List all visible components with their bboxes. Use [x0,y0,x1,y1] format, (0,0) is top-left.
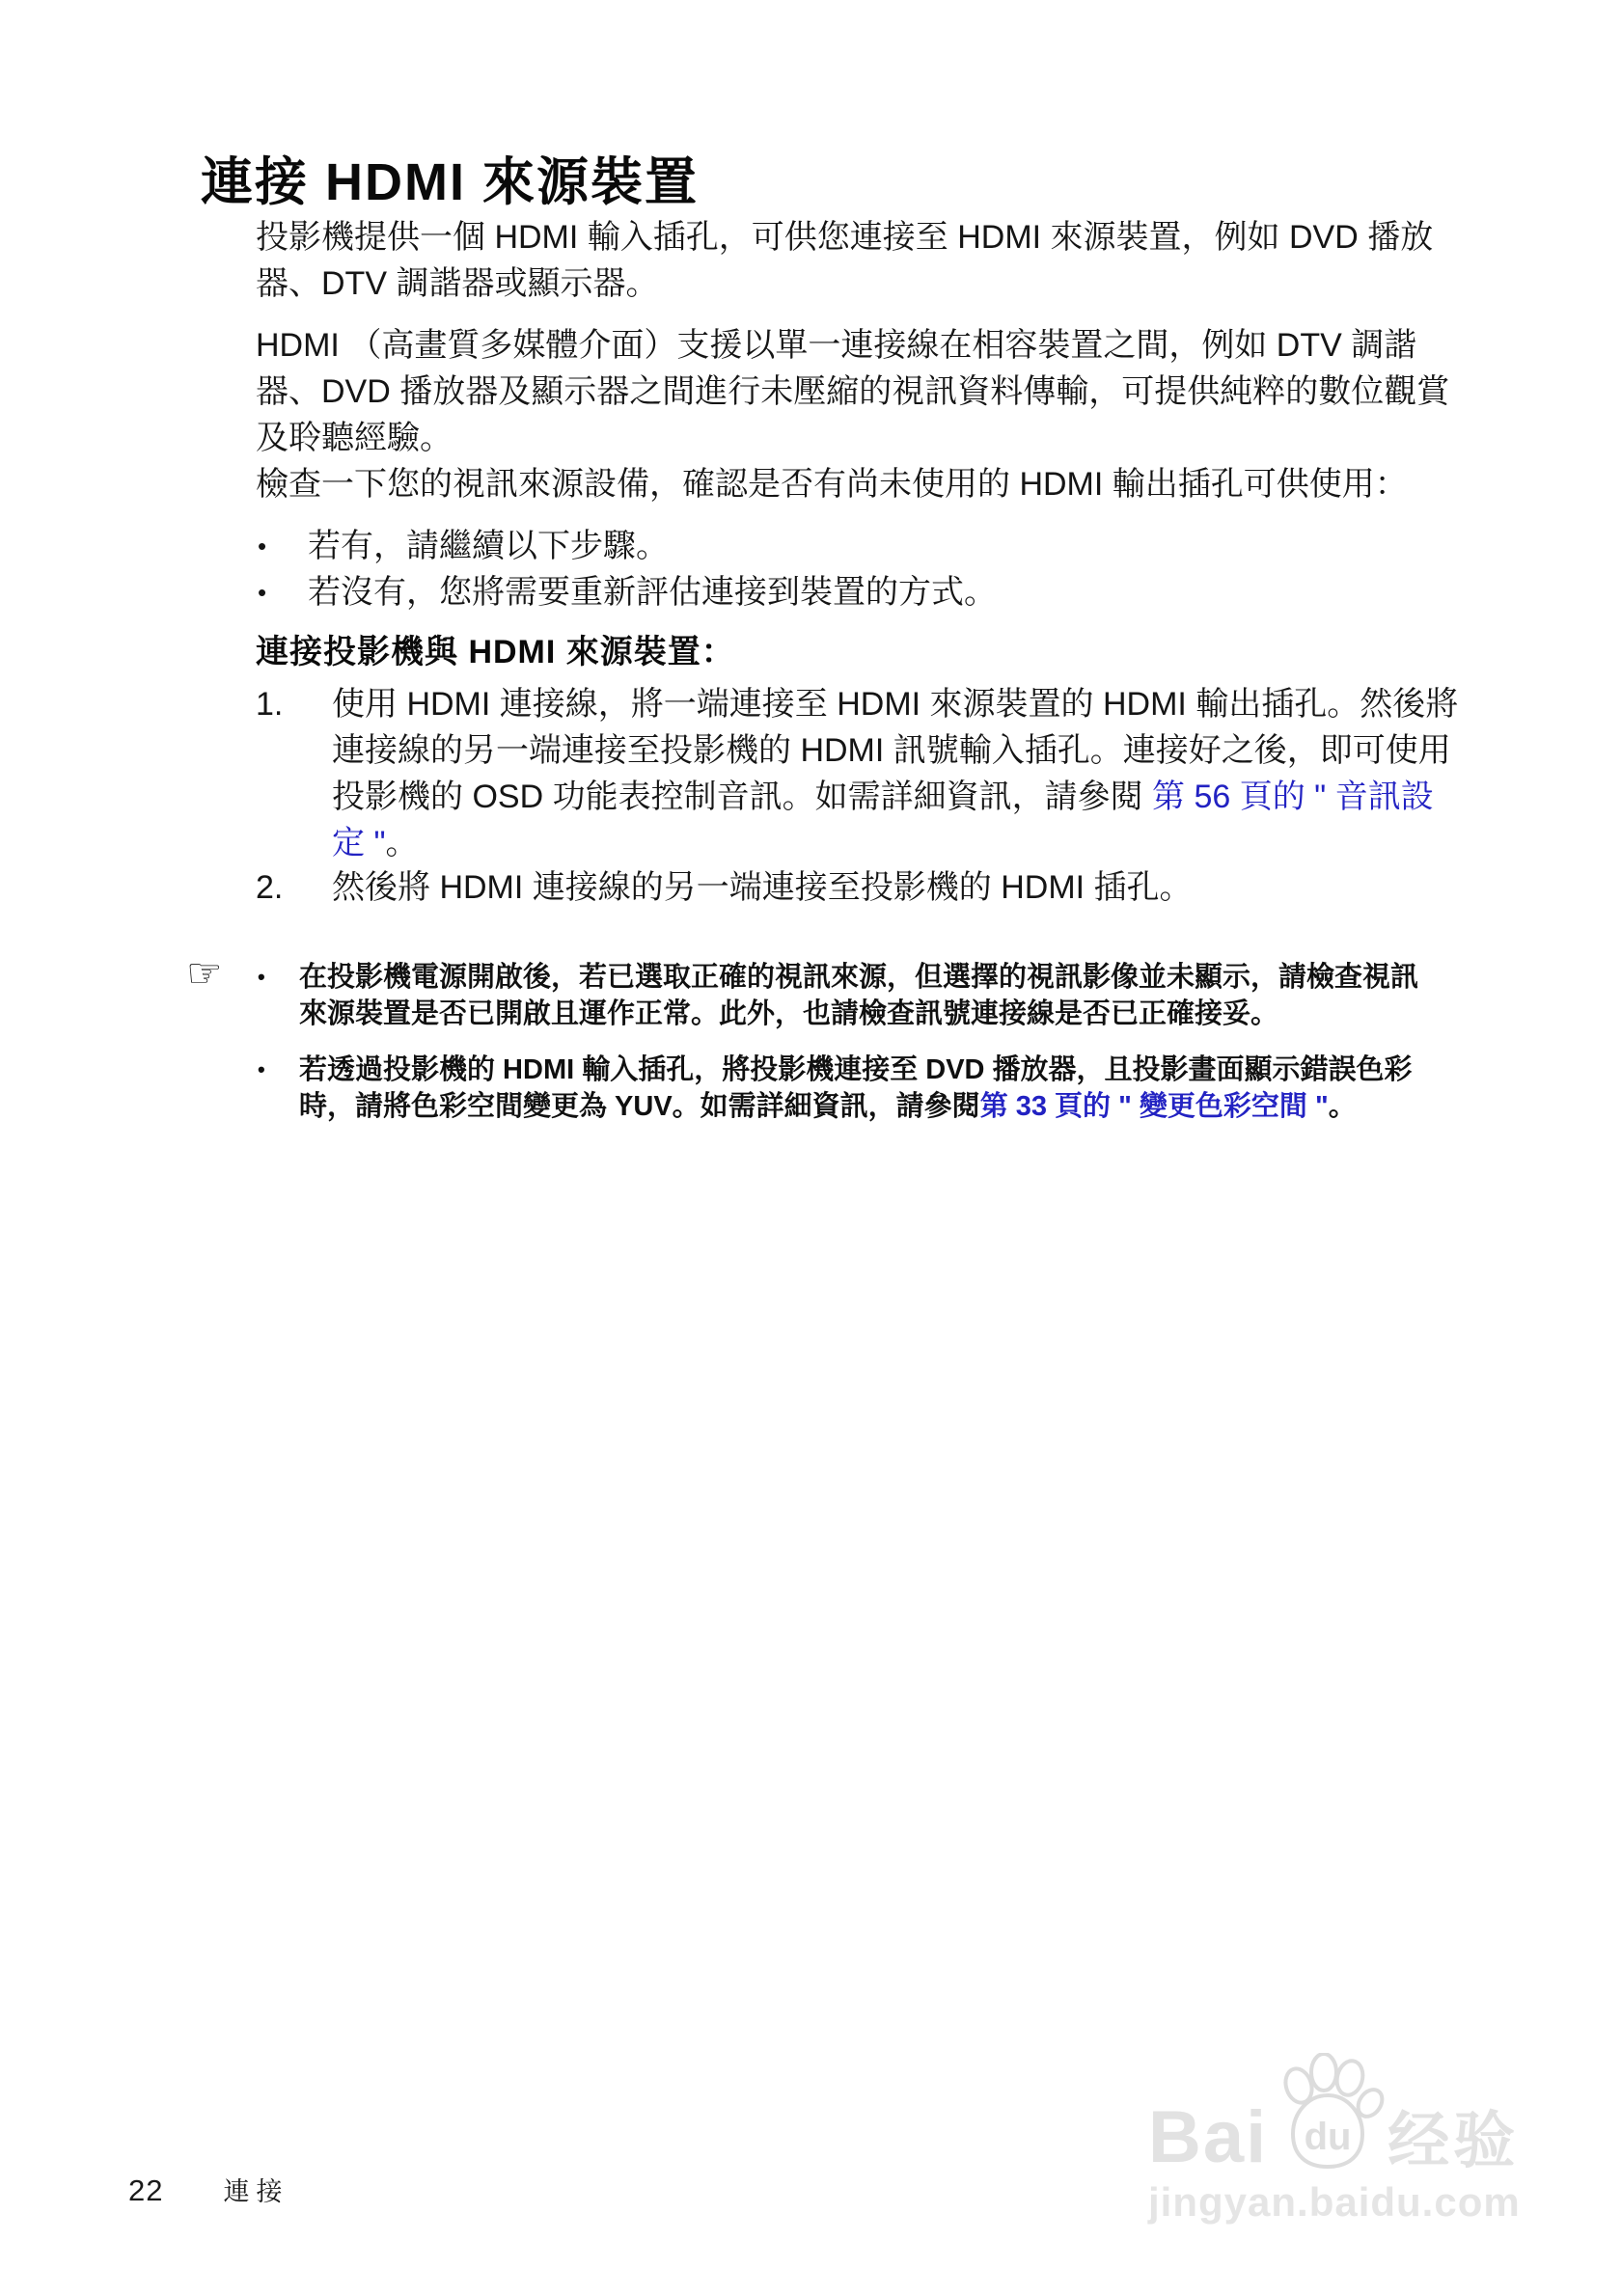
list-item [258,523,1464,569]
step-text [332,681,1464,866]
hdmi-description-paragraph: HDMI （高畫質多媒體介面）支援以單一連接線在相容裝置之間，例如 DTV 調諧器、DVD 播放器及顯示器之間進行未壓縮的視訊資料傳輸，可提供純粹的數位觀賞及聆聽經驗。 [256,327,1450,456]
step-number: 1. [256,686,284,723]
section-subheading: 連接投影機與 HDMI 來源裝置： [256,634,735,670]
note-item [258,1052,1440,1125]
step-text-segment: 。 [385,825,419,861]
baidu-paw-icon [1270,2053,1386,2180]
baidu-jingyan-watermark [1148,2053,1553,2225]
step-text: 然後將 HDMI 連接線的另一端連接至投影機的 HDMI 插孔。 [332,869,1193,906]
watermark-url: jingyan.baidu.com [1148,2179,1521,2225]
list-item-text: 若有，請繼續以下步驟。 [308,528,669,564]
bullet-icon: • [258,1057,265,1081]
bullet-icon: • [258,965,265,989]
footer-section-label: 連接 [223,2177,289,2206]
watermark-brand-cjk: 经验 [1387,2106,1520,2175]
note-text-segment: 若透過投影機的 HDMI 輸入插孔，將投影機連接至 DVD 播放器，且投影畫面顯示錯誤色彩時，請將色彩空間變更為 YUV。如需詳細資訊，請參閱 [299,1054,1413,1122]
watermark-brand-row [1148,2053,1553,2178]
bullet-icon: • [258,578,267,607]
watermark-brand-latin: Bai [1148,2096,1269,2178]
step-item-2 [256,864,1464,911]
list-item [258,569,1464,615]
color-space-page-link[interactable]: 第 33 頁的 " 變更色彩空間 " [979,1091,1329,1122]
step-text-segment: 使用 HDMI 連接線，將一端連接至 HDMI 來源裝置的 HDMI 輸出插孔。然後將連接線的另一端連接至投影機的 HDMI 訊號輸入插孔。連接好之後，即可使用投影機的 OSD 功能表控制音訊。如需詳細資訊，請參閱 [332,686,1459,815]
page-title: 連接 HDMI 來源裝置 [201,153,699,211]
bullet-icon: • [258,532,267,560]
pointing-hand-note-icon: ☞ [186,950,223,996]
note-item [186,950,1440,1032]
check-source-paragraph: 檢查一下您的視訊來源設備，確認是否有尚未使用的 HDMI 輸出插孔可供使用： [256,466,1408,503]
note-text-segment: 。 [1328,1091,1357,1122]
step-number: 2. [256,869,284,906]
audio-settings-page-link[interactable]: 第 56 頁的 " 音訊設定 " [332,779,1434,861]
page-footer [128,2171,288,2208]
page-number: 22 [128,2173,164,2207]
list-item-text: 若沒有，您將需要重新評估連接到裝置的方式。 [308,574,997,611]
note-text: 在投影機電源開啟後，若已選取正確的視訊來源，但選擇的視訊影像並未顯示，請檢查視訊來源裝置是否已開啟且運作正常。此外，也請檢查訊號連接線是否已正確接妥。 [299,962,1419,1029]
intro-paragraph: 投影機提供一個 HDMI 輸入插孔，可供您連接至 HDMI 來源裝置，例如 DVD 播放器、DTV 調諧器或顯示器。 [256,219,1434,302]
step-item-1 [256,681,1464,866]
note-text [299,1052,1440,1125]
watermark-paw-text: du [1304,2116,1352,2158]
